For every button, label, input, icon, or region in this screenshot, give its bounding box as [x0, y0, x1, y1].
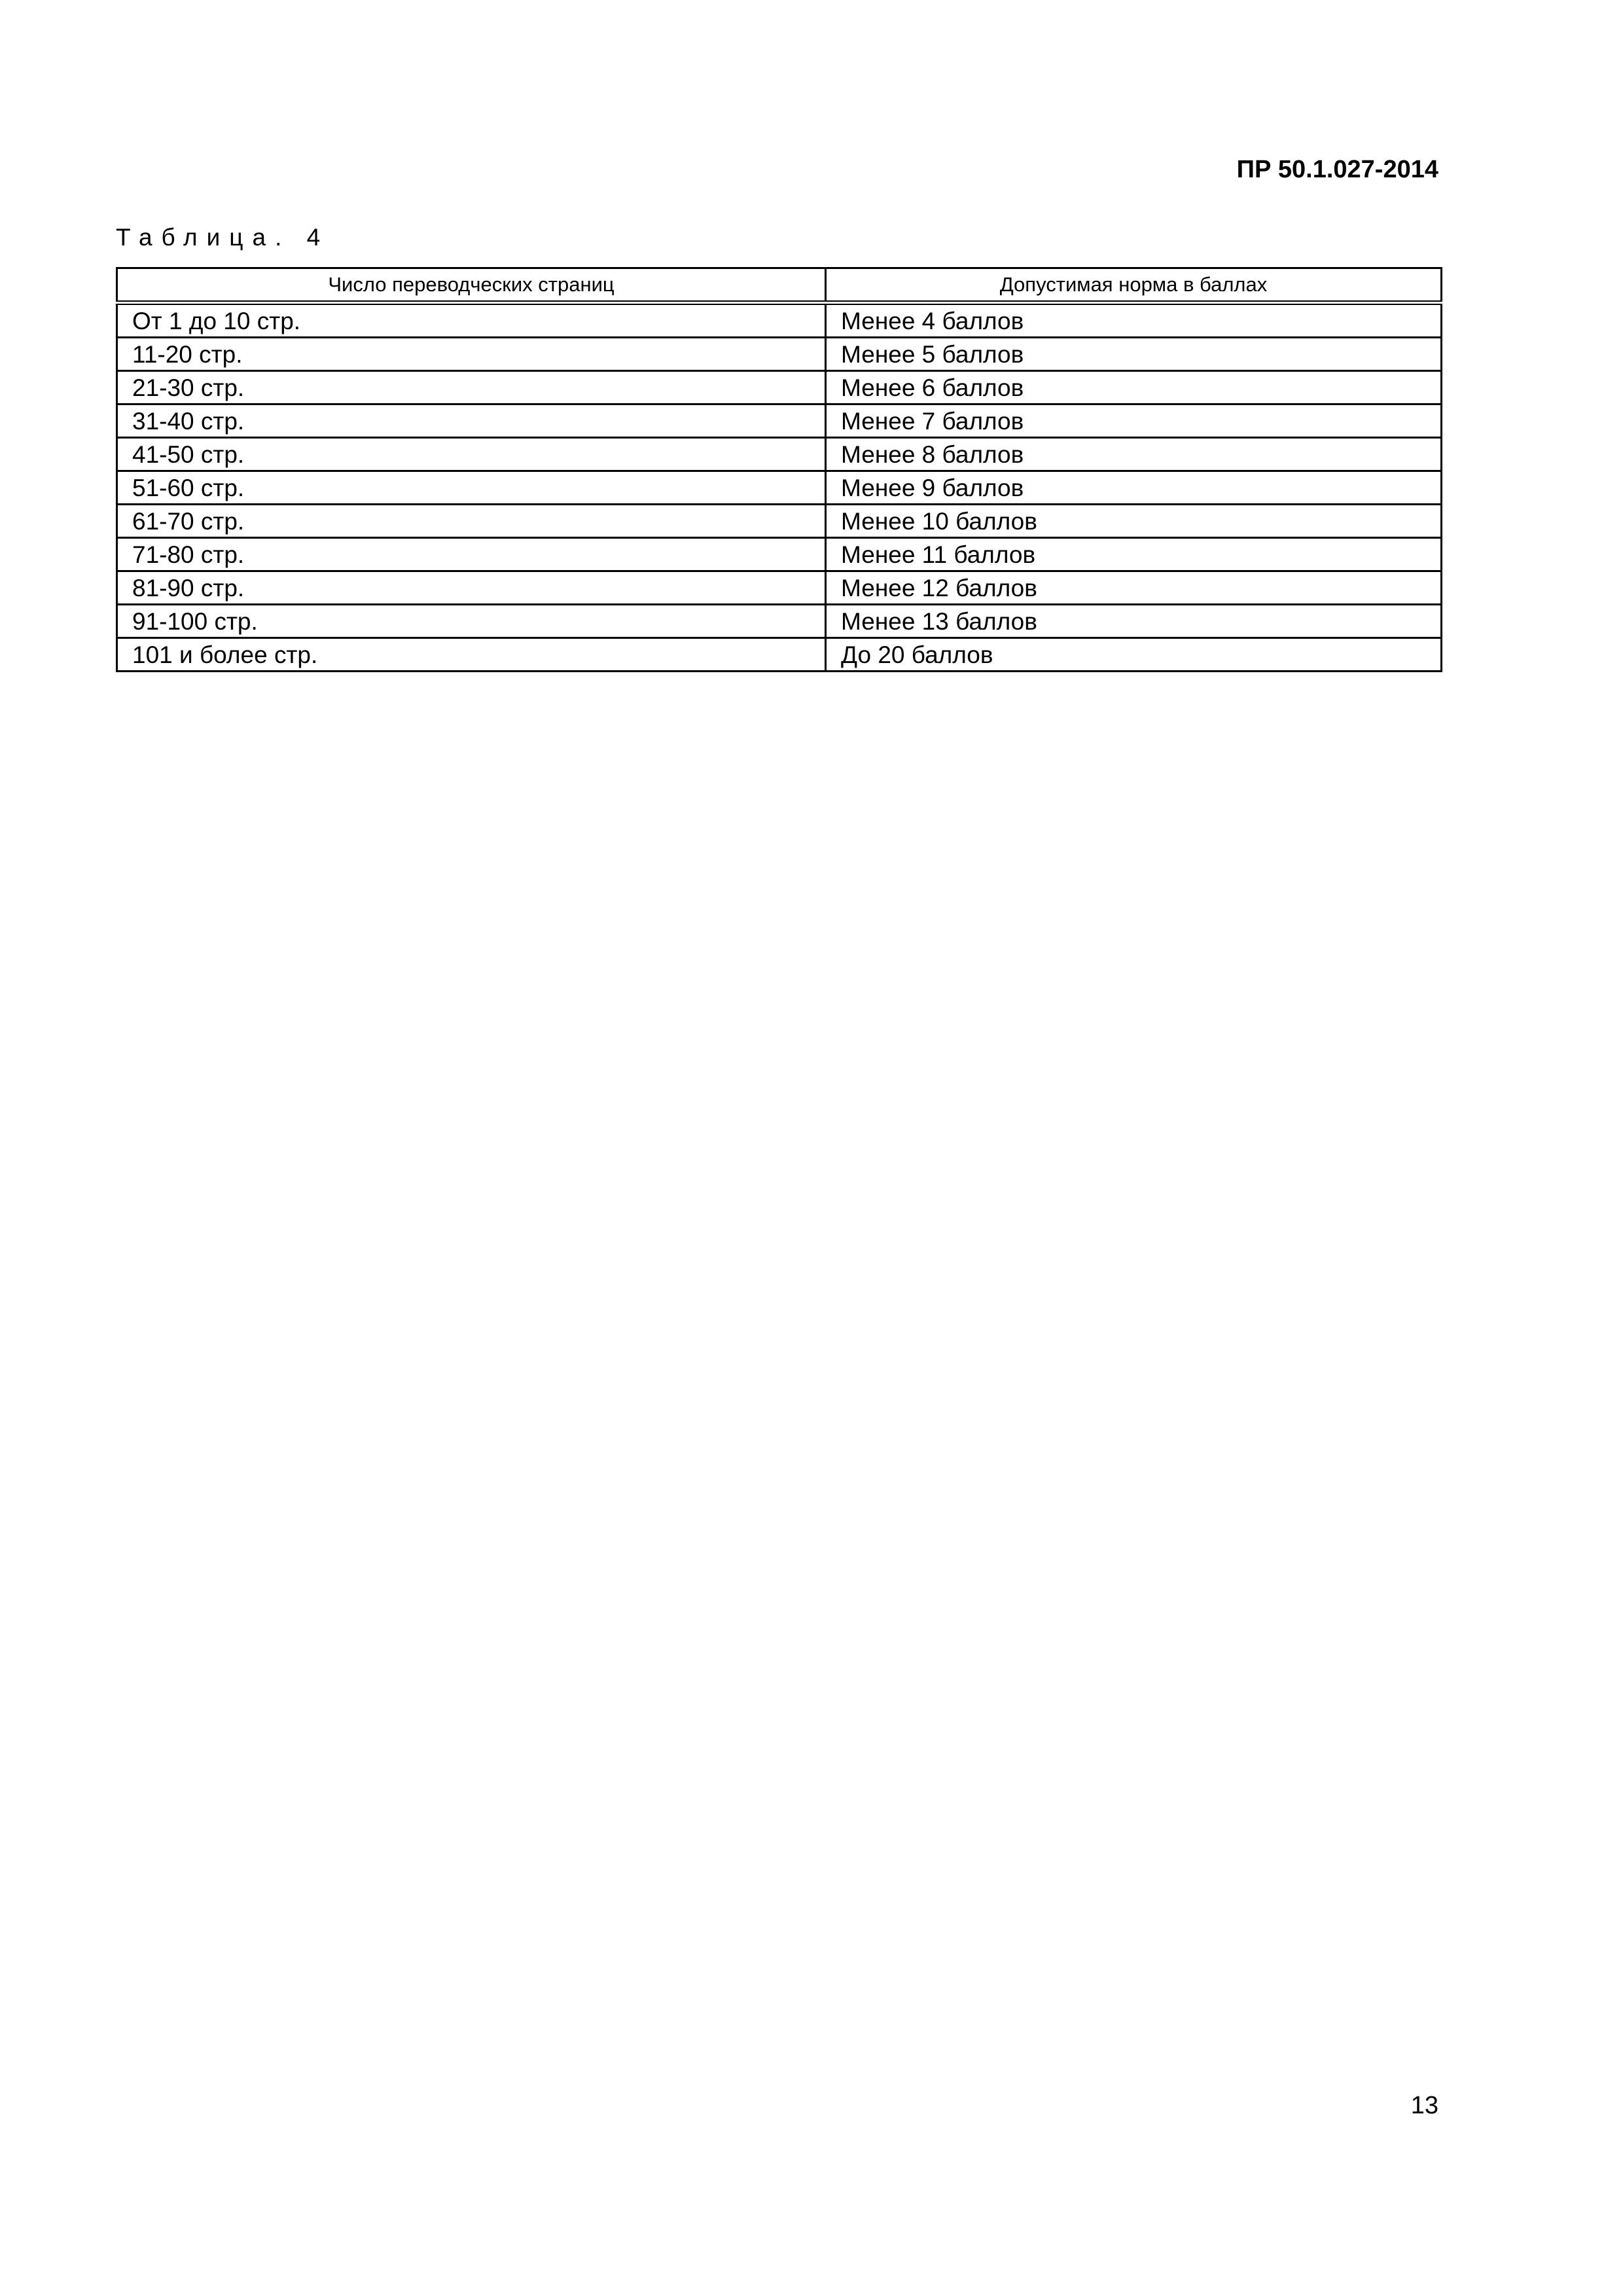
norm-cell: Менее 6 баллов	[826, 371, 1442, 404]
norm-cell: Менее 7 баллов	[826, 404, 1442, 438]
pages-cell: 11-20 стр.	[117, 338, 826, 371]
table-header-row	[117, 268, 1442, 303]
page-number: 13	[1410, 2092, 1438, 2119]
pages-cell: 61-70 стр.	[117, 505, 826, 538]
table-row	[117, 605, 1442, 638]
table-row	[117, 571, 1442, 605]
norm-cell: Менее 10 баллов	[826, 505, 1442, 538]
table-row	[117, 638, 1442, 672]
pages-cell: От 1 до 10 стр.	[117, 303, 826, 338]
pages-cell: 71-80 стр.	[117, 538, 826, 571]
column-header-pages: Число переводческих страниц	[117, 268, 826, 303]
norm-cell: Менее 11 баллов	[826, 538, 1442, 571]
norm-cell: Менее 9 баллов	[826, 471, 1442, 505]
document-code: ПР 50.1.027-2014	[1236, 156, 1438, 183]
table-row	[117, 404, 1442, 438]
norm-cell: Менее 8 баллов	[826, 438, 1442, 471]
pages-cell: 51-60 стр.	[117, 471, 826, 505]
pages-cell: 31-40 стр.	[117, 404, 826, 438]
table-row	[117, 338, 1442, 371]
pages-cell: 41-50 стр.	[117, 438, 826, 471]
pages-cell: 21-30 стр.	[117, 371, 826, 404]
pages-cell: 101 и более стр.	[117, 638, 826, 672]
table-row	[117, 505, 1442, 538]
norm-cell: Менее 5 баллов	[826, 338, 1442, 371]
norm-cell: Менее 12 баллов	[826, 571, 1442, 605]
pages-cell: 81-90 стр.	[117, 571, 826, 605]
pages-cell: 91-100 стр.	[117, 605, 826, 638]
table-row	[117, 538, 1442, 571]
norm-cell: Менее 13 баллов	[826, 605, 1442, 638]
table-row	[117, 438, 1442, 471]
table-caption: Таблица. 4	[116, 224, 330, 251]
norm-cell: До 20 баллов	[826, 638, 1442, 672]
norm-cell: Менее 4 баллов	[826, 303, 1442, 338]
table-row	[117, 471, 1442, 505]
table-row	[117, 303, 1442, 338]
table-row	[117, 371, 1442, 404]
column-header-norm: Допустимая норма в баллах	[826, 268, 1442, 303]
norms-table	[116, 267, 1442, 672]
